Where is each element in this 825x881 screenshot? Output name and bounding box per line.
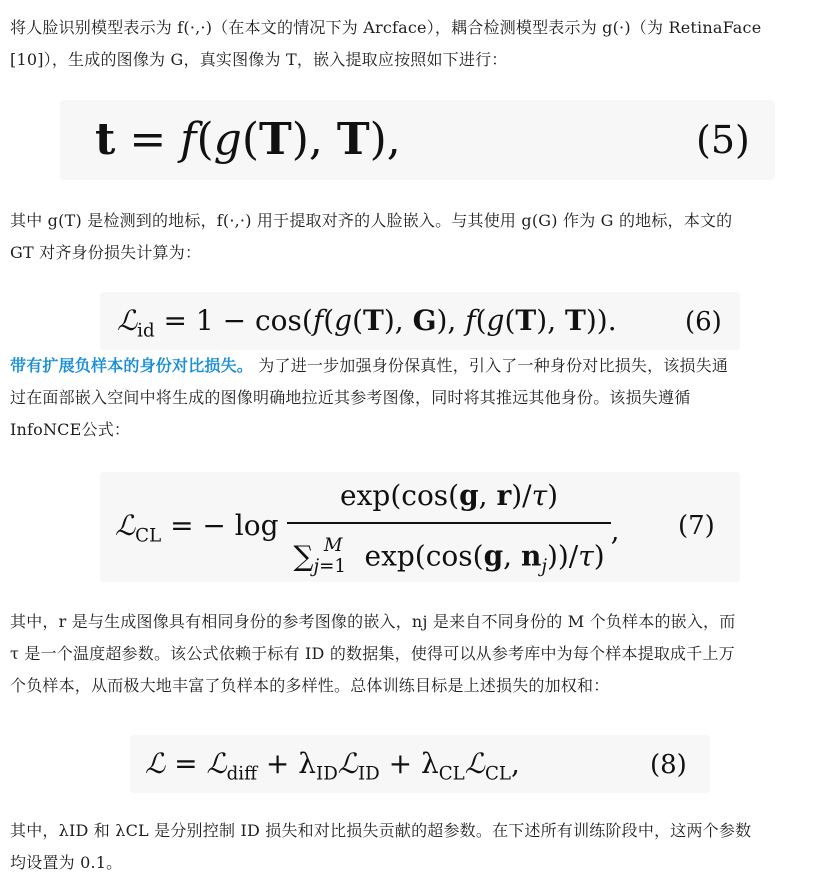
equation-5-number: (5) <box>696 118 750 162</box>
paragraph-3-line-1-rest: 为了进一步加强身份保真性，引入了一种身份对比损失，该损失通 <box>253 356 729 375</box>
paragraph-1-line-1: 将人脸识别模型表示为 f(·,·)（在本文的情况下为 Arcface），耦合检测模型表示为 g(·)（为 RetinaFace <box>10 18 762 37</box>
paragraph-4 <box>10 606 815 702</box>
equation-7: ℒ$_{CL}$ = − log $\frac{\exp(\cos(g, r)/\tau)}{\sum_{j=1}^M \exp(\cos(g, n_j))/\tau)}$ , <box>115 476 620 587</box>
paragraph-5 <box>10 815 815 879</box>
paragraph-2 <box>10 205 815 269</box>
paragraph-5-line-2: 均设置为 0.1。 <box>10 853 123 872</box>
section-heading-highlight: 带有扩展负样本的身份对比损失。 <box>10 356 254 375</box>
paragraph-1 <box>10 12 815 76</box>
equation-7-number: (7) <box>678 511 715 541</box>
equation-8-number: (8) <box>650 750 687 780</box>
equation-6: ℒ$_{id}$ = 1 − cos(f(g(T), G), f(g(T), T)). <box>117 304 617 342</box>
paragraph-3-line-1 <box>10 350 815 382</box>
paragraph-4-line-2: τ 是一个温度超参数。该公式依赖于标有 ID 的数据集，使得可以从参考库中为每个样本提取成千上万 <box>10 644 735 663</box>
paragraph-4-line-1: 其中，r 是与生成图像具有相同身份的参考图像的嵌入，nj 是来自不同身份的 M 个负样本的嵌入，而 <box>10 612 736 631</box>
paragraph-3 <box>10 350 815 446</box>
paragraph-3-line-3: InfoNCE公式： <box>10 420 131 439</box>
paragraph-2-line-2: GT 对齐身份损失计算为： <box>10 243 202 262</box>
equation-5: t = f(g(T), T), <box>95 114 401 165</box>
paragraph-1-line-2: [10]），生成的图像为 G，真实图像为 T，嵌入提取应按照如下进行： <box>10 50 508 69</box>
paragraph-2-line-1: 其中 g(T) 是检测到的地标，f(·,·) 用于提取对齐的人脸嵌入。与其使用 g(G) 作为 G 的地标，本文的 <box>10 211 733 230</box>
paragraph-3-line-2: 过在面部嵌入空间中将生成的图像明确地拉近其参考图像，同时将其推远其他身份。该损失遵循 <box>10 388 691 407</box>
equation-6-number: (6) <box>685 307 722 337</box>
paragraph-4-line-3: 个负样本，从而极大地丰富了负样本的多样性。总体训练目标是上述损失的加权和： <box>10 676 610 695</box>
equation-8: ℒ = ℒ$_{diff}$ + $\lambda_{ID}ℒ_{ID}$ + $\lambda_{CL}ℒ_{CL}$, <box>145 747 520 785</box>
equation-7-fraction: $\frac{\exp(\cos(g, r)/\tau)}{\sum_{j=1}^M \exp(\cos(g, n_j))/\tau)}$ <box>287 476 610 587</box>
paragraph-5-line-1: 其中，λID 和 λCL 是分别控制 ID 损失和对比损失贡献的超参数。在下述所有训练阶段中，这两个参数 <box>10 821 752 840</box>
